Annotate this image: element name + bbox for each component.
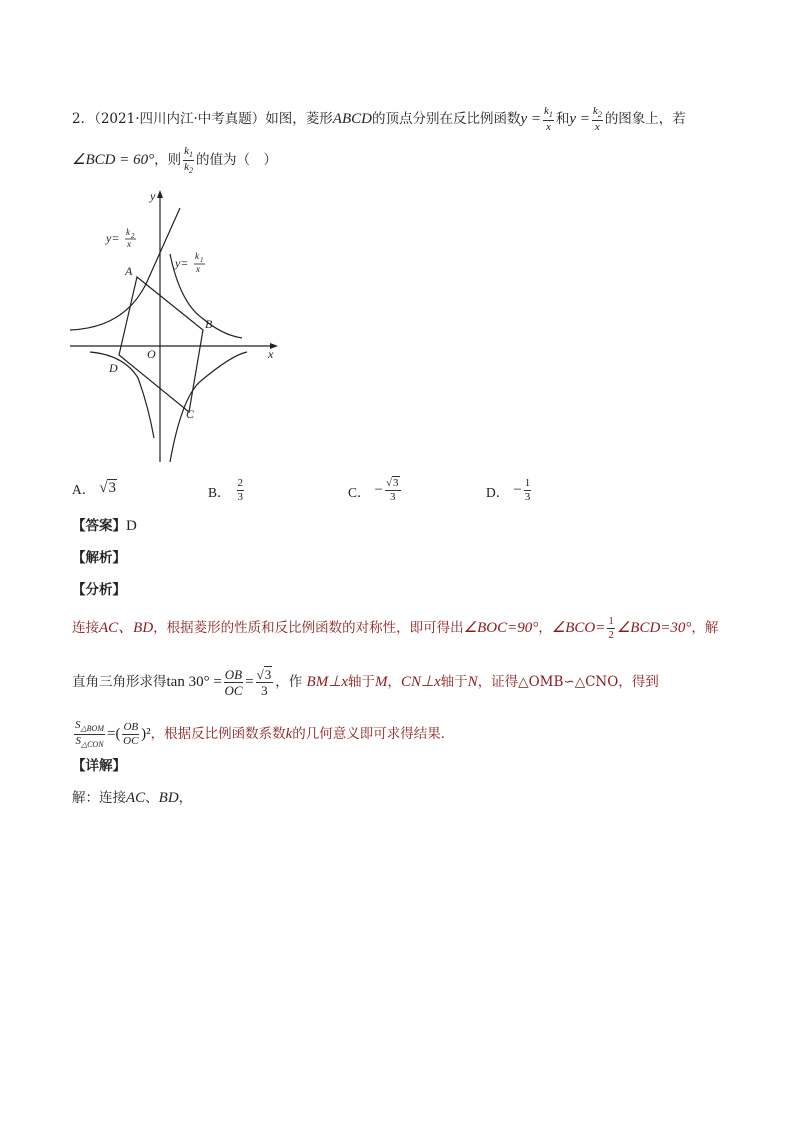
origin-label: O — [147, 347, 156, 361]
subscript: 1 — [188, 150, 193, 160]
right-curve-label-y: y= — [175, 256, 189, 270]
area-symbol: S — [75, 719, 81, 731]
analysis-text: 连接 — [72, 620, 99, 636]
option-c[interactable] — [348, 478, 403, 503]
numerator: √3 — [256, 667, 272, 682]
option-d-fraction — [524, 478, 532, 503]
angle-bco: ∠BCO= — [551, 620, 606, 636]
analysis-text: ，根据菱形的性质和反比例函数的对称性，即可得出 — [153, 620, 464, 636]
denominator: 3 — [237, 491, 244, 503]
question-text: 和 — [555, 111, 570, 128]
question-text: ，则 — [154, 152, 182, 169]
denominator: 3 — [390, 491, 396, 503]
minus-sign: − — [374, 482, 383, 498]
option-d[interactable] — [486, 478, 533, 503]
squared-paren: )² — [141, 726, 151, 743]
point-b-label: B — [205, 317, 213, 331]
left-curve-label-x: x — [127, 239, 131, 249]
option-label: D． — [486, 484, 510, 500]
analysis-text: ，解 — [691, 620, 719, 636]
fenxi-heading: 【分析】 — [72, 582, 126, 598]
fraction-one-half — [607, 616, 615, 641]
point-a-label: A — [125, 264, 133, 278]
analysis-text: 轴于 — [440, 674, 468, 690]
point-n: N — [467, 674, 478, 690]
detail-text: ， — [178, 790, 193, 806]
numerator: 1 — [608, 615, 614, 627]
tan-expression: tan 30° = — [166, 674, 222, 690]
equals-paren: =( — [106, 726, 121, 743]
question-line-2 — [72, 146, 277, 175]
rhombus-abcd — [119, 277, 203, 412]
shape-name: ABCD — [332, 111, 372, 128]
radicand: 3 — [108, 479, 116, 496]
minus-sign: − — [513, 482, 522, 498]
question-number: 2． — [72, 111, 95, 128]
bm-perp-x: BM⊥x — [306, 674, 348, 690]
analysis-line-1 — [72, 616, 718, 641]
question-text: 如图，菱形 — [265, 111, 333, 128]
fraction-sqrt3-over-3 — [256, 668, 274, 697]
option-label: C． — [348, 484, 371, 500]
detail-text: 解：连接 — [72, 790, 126, 806]
analysis-line-3 — [72, 720, 454, 749]
subscript: 2 — [597, 110, 602, 120]
question-text: 的顶点分别在反比例函数 — [371, 111, 521, 128]
hyperbola-rhombus-figure — [62, 180, 292, 470]
denominator: 2 — [608, 629, 614, 641]
numerator: 2 — [237, 477, 244, 489]
analysis-line-2 — [72, 668, 659, 697]
denominator: OC — [224, 683, 243, 698]
question-text: 的值为（ ） — [195, 152, 277, 169]
angle-condition: ∠BCD = 60° — [72, 152, 155, 169]
left-curve-label-k: k — [126, 227, 130, 237]
option-b[interactable] — [208, 478, 246, 503]
angle-boc: ∠BOC=90° — [463, 620, 539, 636]
answer-heading: 【答案】 — [72, 518, 126, 534]
right-curve-label-k: k — [195, 251, 199, 261]
answer-line — [72, 516, 137, 536]
denominator: 3 — [261, 683, 268, 698]
analysis-text: 直角三角形求得 — [72, 674, 167, 690]
fraction-k2-over-x — [592, 106, 603, 133]
left-curve-label-sub: 2 — [131, 232, 135, 240]
left-curve-label-y: y= — [106, 231, 120, 245]
analysis-text: ，证得△OMB∽△CNO，得到 — [477, 674, 659, 690]
question-line-1 — [72, 106, 686, 133]
analysis-text: ，根据反比例函数系数 — [150, 726, 286, 743]
analysis-text: ，作 — [275, 674, 303, 690]
k-symbol: k — [285, 726, 293, 743]
detail-heading: 【详解】 — [72, 758, 126, 774]
fraction-area-ratio — [74, 720, 105, 749]
point-c-label: C — [186, 407, 195, 421]
equals-sign: = — [245, 674, 254, 690]
fraction-k1-over-k2 — [183, 146, 194, 175]
fraction-ob-oc — [122, 722, 139, 747]
question-text: 的图象上，若 — [604, 111, 686, 128]
numerator: √3 — [385, 477, 399, 489]
option-b-fraction — [237, 478, 245, 503]
y-equals: y = — [569, 111, 590, 128]
option-c-fraction — [385, 478, 401, 503]
answer-value: D — [126, 518, 137, 534]
option-label: A． — [72, 482, 96, 497]
segments-ac-bd: AC、BD — [99, 620, 154, 636]
numerator: OB — [123, 721, 139, 734]
segment-ac: AC — [126, 790, 146, 806]
angle-bcd: ∠BCD=30° — [616, 620, 692, 636]
analysis-text: 轴于 — [347, 674, 375, 690]
x-symbol: x — [546, 121, 551, 134]
numerator: 1 — [524, 477, 531, 489]
subscript: 2 — [188, 166, 193, 176]
radicand: 3 — [264, 667, 272, 682]
right-curve-label-x: x — [196, 264, 200, 274]
denominator: OC — [123, 735, 139, 748]
detail-line-1 — [72, 788, 192, 808]
radicand: 3 — [393, 477, 399, 489]
fraction-ob-oc — [224, 668, 243, 697]
point-d-label: D — [109, 361, 118, 375]
analysis-text: ， — [538, 620, 552, 636]
detail-text: 、 — [145, 790, 159, 806]
area-symbol: S — [75, 735, 81, 748]
analysis-text: 的几何意义即可求得结果． — [292, 726, 455, 743]
hyperbola-k2-lower-right — [170, 352, 247, 462]
question-source: （2021·四川内江·中考真题） — [94, 111, 266, 128]
option-label: B． — [208, 484, 231, 500]
k-symbol: k — [592, 105, 598, 117]
k-symbol: k — [184, 161, 189, 174]
analysis-heading: 【解析】 — [72, 550, 126, 566]
subscript: △BOM — [80, 724, 104, 734]
hyperbola-k1-lower-left — [90, 352, 154, 438]
y-equals: y = — [520, 111, 541, 128]
point-m: M — [374, 674, 388, 690]
right-curve-label-sub: 1 — [200, 256, 204, 264]
x-axis-label: x — [268, 347, 274, 361]
subscript: △CON — [80, 740, 104, 750]
option-a[interactable] — [72, 478, 117, 498]
k-symbol: k — [184, 145, 189, 157]
segment-bd: BD — [158, 790, 179, 806]
k-symbol: k — [544, 105, 549, 117]
sqrt-expression: √3 — [99, 479, 116, 496]
y-axis-arrow — [157, 190, 163, 198]
fraction-k1-over-x — [543, 106, 554, 133]
cn-perp-x: CN⊥x — [400, 674, 441, 690]
subscript: 1 — [548, 110, 553, 120]
x-symbol: x — [594, 121, 600, 134]
y-axis-label: y — [150, 189, 156, 203]
numerator: OB — [224, 667, 243, 682]
denominator: 3 — [524, 491, 531, 503]
analysis-text: ， — [387, 674, 401, 690]
